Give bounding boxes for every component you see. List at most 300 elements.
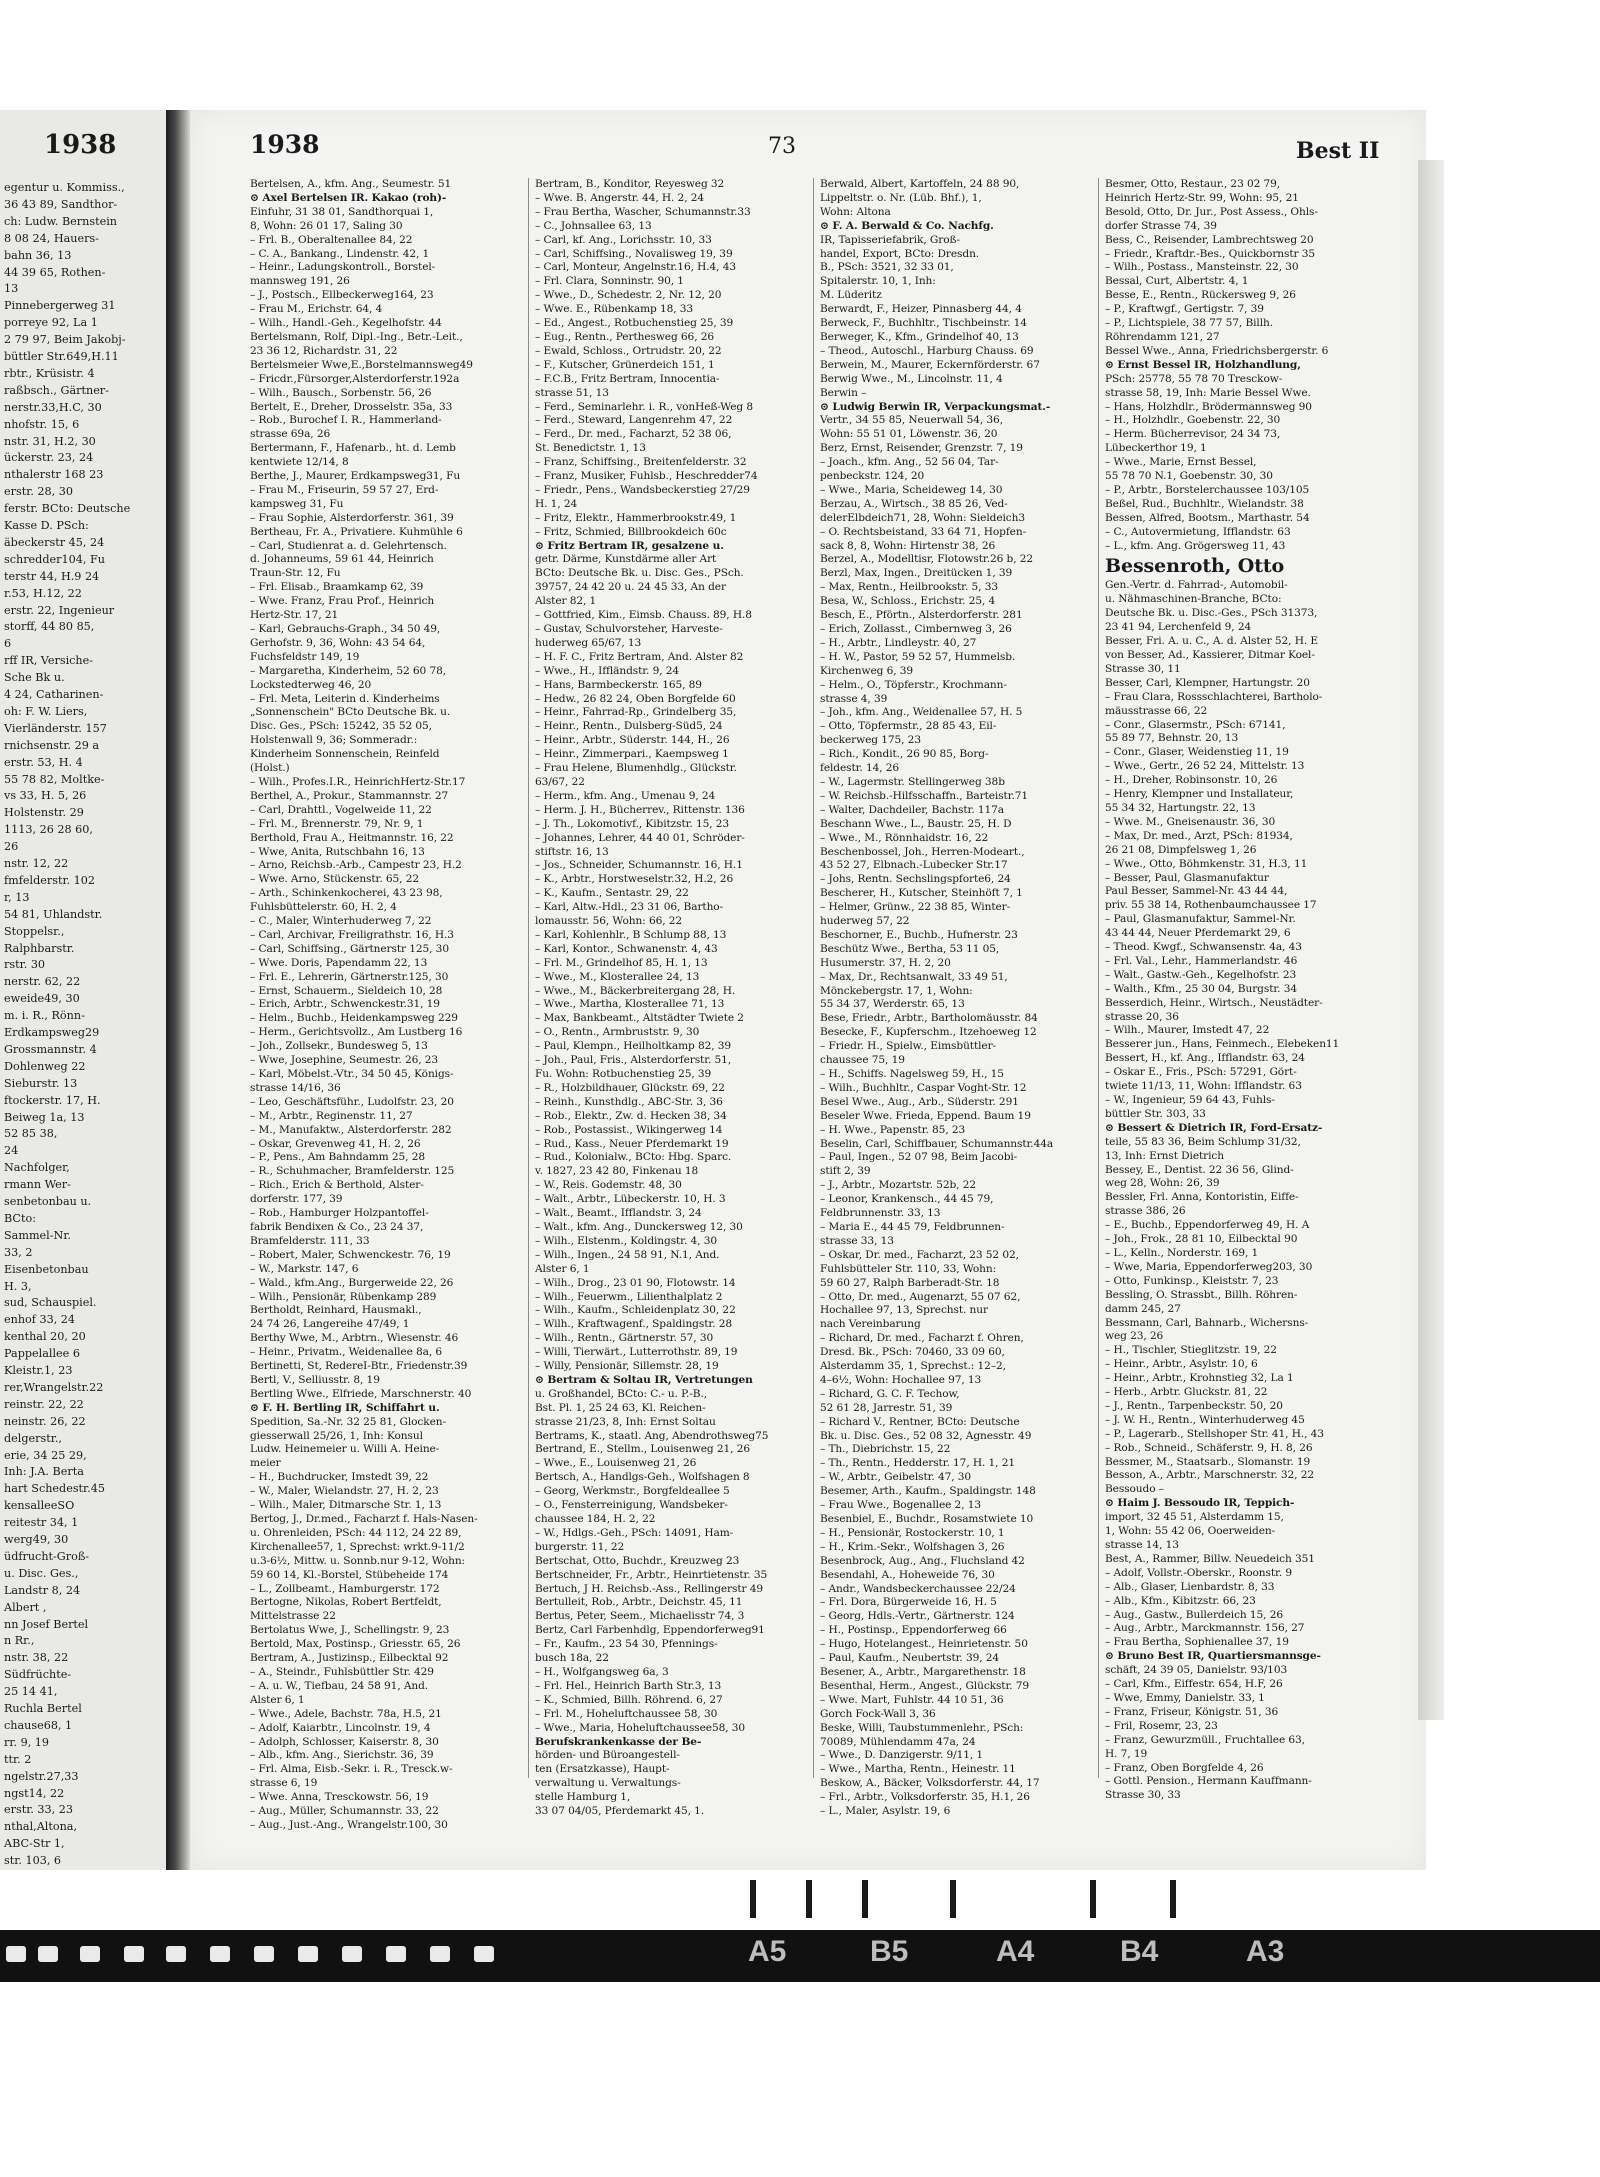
previous-page-line: nthal,Altona,	[4, 1820, 78, 1834]
previous-page-line: reinstr. 22, 22	[4, 1397, 84, 1411]
previous-page-line: nerstr.33,H.C, 30	[4, 400, 102, 414]
directory-entry-line: Besserer jun., Hans, Feinmech., Elebeken11	[1105, 1038, 1340, 1051]
directory-entry-line: Wohn: Altona	[820, 205, 891, 218]
directory-entry-line: Alster 82, 1	[535, 595, 597, 608]
directory-entry-line: Bertelsen, A., kfm. Ang., Seumestr. 51	[250, 178, 452, 190]
directory-entry-line: – K., Arbtr., Horstweselstr.32, H.2, 26	[535, 873, 734, 886]
directory-entry-line: Bese, Friedr., Arbtr., Bartholomäusstr. 84	[820, 1012, 1038, 1025]
previous-page-line: str. 103, 6	[4, 1854, 62, 1868]
directory-entry-line: PSch: 25778, 55 78 70 Tresckow-	[1105, 372, 1283, 385]
directory-entry-line: – Karl, Gebrauchs-Graph., 34 50 49,	[250, 623, 441, 635]
directory-entry-line: – Erich, Zollasst., Cimbernweg 3, 26	[820, 623, 1012, 635]
directory-entry-line: – Richard, G. C. F. Techow,	[820, 1387, 960, 1400]
directory-entry-line: Besenthal, Herm., Angest., Glückstr. 79	[820, 1679, 1030, 1692]
directory-entry-line: Bertold, Max, Postinsp., Griesstr. 65, 26	[250, 1638, 461, 1651]
previous-page-line: Sammel-Nr.	[4, 1228, 71, 1242]
directory-entry-line: strasse 6, 19	[250, 1777, 318, 1790]
directory-entry-line: – Fril, Rosemr, 23, 23	[1105, 1719, 1218, 1732]
directory-entry-line: – Helm., Buchb., Heidenkampsweg 229	[250, 1012, 458, 1025]
directory-entry-line: Berzl, Max, Ingen., Dreitücken 1, 39	[820, 567, 1013, 580]
directory-entry-line: – J., Postsch., Ellbeckerweg164, 23	[250, 289, 434, 302]
directory-entry-line: twiete 11/13, 11, Wohn: Ifflandstr. 63	[1105, 1080, 1302, 1093]
directory-entry-line: – Wwe., Maria, Hoheluftchaussee58, 30	[535, 1721, 746, 1734]
directory-entry-line: Fu. Wohn: Rotbuchenstieg 25, 39	[535, 1068, 712, 1080]
directory-entry-line: – Karl, Altw.-Hdl., 23 31 06, Bartho-	[535, 901, 724, 914]
directory-entry-line: – Carl, Studienrat a. d. Gelehrtensch.	[250, 539, 447, 552]
directory-entry-line: – Wwe., H., Iffländstr. 9, 24	[535, 664, 680, 677]
previous-page-line: Eisenbetonbau	[4, 1262, 89, 1276]
directory-entry-line: Berwald, Albert, Kartoffeln, 24 88 90,	[820, 178, 1020, 190]
directory-entry-line: – Ferd., Steward, Langenrehm 47, 22	[535, 414, 733, 427]
directory-entry-line: Beselin, Carl, Schiffbauer, Schumannstr.44a	[820, 1137, 1054, 1150]
previous-page-line: Südfrüchte-	[4, 1668, 72, 1682]
directory-entry-line: – Rud., Kass., Neuer Pferdemarkt 19	[535, 1137, 729, 1150]
previous-page-line: Kleistr.1, 23	[4, 1364, 73, 1377]
directory-entry-line: Bessert, H., kf. Ang., Ifflandstr. 63, 24	[1105, 1052, 1305, 1065]
directory-entry-line: strasse 58, 19, Inh: Marie Bessel Wwe.	[1105, 386, 1311, 399]
directory-entry-line: – Wilh., Pensionär, Rübenkamp 289	[250, 1290, 437, 1303]
directory-entry-line: – Conr., Glaser, Weidenstieg 11, 19	[1105, 746, 1289, 759]
directory-entry-line: – Wwe. Franz, Frau Prof., Heinrich	[250, 595, 435, 608]
previous-page-line: vs 33, H. 5, 26	[4, 789, 87, 803]
directory-entry-line: Besmer, Otto, Restaur., 23 02 79,	[1105, 178, 1281, 190]
directory-entry-line: – Oskar, Dr. med., Facharzt, 23 52 02,	[820, 1248, 1019, 1261]
previous-page-line: rmann Wer-	[4, 1178, 71, 1192]
directory-entry-line: – A., Steindr., Fuhlsbüttler Str. 429	[250, 1665, 434, 1678]
directory-entry-line: stelle Hamburg 1,	[535, 1791, 631, 1804]
directory-entry-line: – J. W. H., Rentn., Winterhuderweg 45	[1105, 1413, 1305, 1426]
previous-page-line: delgerstr.,	[4, 1431, 62, 1445]
directory-entry-line: weg 23, 26	[1105, 1330, 1164, 1343]
directory-entry-line: Bertinetti, St, RedereI-Btr., Friedenstr.39	[250, 1360, 468, 1373]
directory-entry-line: – C., Autovermietung, Ifflandstr. 63	[1105, 525, 1291, 538]
previous-page-line: nhofstr. 15, 6	[4, 417, 80, 431]
directory-entry-line: – J. Th., Lokomotivf., Kibitzstr. 15, 23	[535, 817, 730, 830]
directory-entry-line: Bertelt, E., Dreher, Drosselstr. 35a, 33	[250, 400, 453, 413]
film-marks	[748, 1933, 1448, 1981]
directory-entry-line: Mittelstrasse 22	[250, 1610, 336, 1623]
directory-entry-line: strasse 386, 26	[1105, 1205, 1186, 1218]
directory-entry-line: Bessal, Curt, Albertstr. 4, 1	[1105, 275, 1249, 288]
directory-entry-line: – Theod. Kwgf., Schwansenstr. 4a, 43	[1105, 941, 1302, 954]
directory-entry-line: Heinrich Hertz-Str. 99, Wohn: 95, 21	[1105, 191, 1299, 204]
directory-entry-line: Gorch Fock-Wall 3, 36	[820, 1707, 936, 1720]
previous-page-line: Grossmannstr. 4	[4, 1042, 97, 1056]
directory-entry-line: – Otto, Töpfermstr., 28 85 43, Eil-	[820, 720, 997, 733]
previous-page-line: schredder104, Fu	[4, 552, 105, 566]
directory-entry-line: Bst. Pl. 1, 25 24 63, Kl. Reichen-	[535, 1401, 706, 1414]
directory-entry-line: – Friedr. H., Spielw., Eimsbüttler-	[820, 1040, 997, 1053]
directory-entry-line: sack 8, 8, Wohn: Hirtenstr 38, 26	[820, 539, 996, 552]
page-edge-shadow	[1418, 160, 1444, 1720]
directory-entry-line: Besa, W., Schloss., Erichstr. 25, 4	[820, 595, 996, 608]
directory-entry-line: – Joh., Zollsekr., Bundesweg 5, 13	[250, 1040, 428, 1053]
directory-entry-line: – L., Zollbeamt., Hamburgerstr. 172	[250, 1582, 440, 1595]
directory-entry-line: meier	[250, 1457, 281, 1470]
directory-entry-line: Alster 6, 1	[535, 1262, 590, 1275]
directory-entry-line: – Th., Rentn., Hedderstr. 17, H. 1, 21	[820, 1457, 1015, 1470]
directory-entry-line: Vertr., 34 55 85, Neuerwall 54, 36,	[820, 414, 1003, 427]
directory-entry-line: – Max, Rentn., Heilbrookstr. 5, 33	[820, 581, 998, 594]
directory-entry-line: Gerhofstr. 9, 36, Wohn: 43 54 64,	[250, 636, 426, 649]
directory-entry-line: Bessoudo –	[1105, 1483, 1164, 1496]
directory-entry-line: – Fricdr.,Fürsorger,Alsterdorferstr.192a	[250, 372, 460, 385]
directory-entry-line: Dresd. Bk., PSch: 70460, 33 09 60,	[820, 1346, 1005, 1359]
directory-entry-line: – W., Lagermstr. Stellingerweg 38b	[820, 775, 1005, 788]
directory-entry-line: Bertholdt, Reinhard, Hausmakl.,	[250, 1304, 422, 1317]
directory-entry-line: strasse 69a, 26	[250, 428, 331, 441]
directory-entry-line: ⊙ Ernst Bessel IR, Holzhandlung,	[1105, 358, 1301, 371]
directory-entry-line: Berthel, A., Prokur., Stammannstr. 27	[250, 789, 449, 802]
previous-page-line: erstr. 28, 30	[4, 485, 74, 499]
previous-page-line: Nachfolger,	[4, 1161, 70, 1175]
directory-entry-line: strasse 21/23, 8, Inh: Ernst Soltau	[535, 1415, 716, 1428]
directory-entry-line: – W., Ingenieur, 59 64 43, Fuhls-	[1105, 1094, 1275, 1106]
directory-entry-line: – Theod., Autoschl., Harburg Chauss. 69	[820, 344, 1034, 357]
film-border-top	[0, 0, 1600, 40]
previous-page-line: nstr. 38, 22	[4, 1651, 69, 1665]
directory-entry-line: – Rich., Kondit., 26 90 85, Borg-	[820, 748, 989, 761]
directory-entry-line: – E., Buchb., Eppendorferweg 49, H. A	[1105, 1219, 1310, 1232]
previous-page-line: nerstr. 62, 22	[4, 975, 81, 989]
directory-entry-line: – C., Johnsallee 63, 13	[535, 219, 652, 232]
previous-page-line: ngst14, 22	[4, 1786, 65, 1800]
running-head: Best II	[1296, 138, 1380, 164]
directory-entry-line: – Frau M., Erichstr. 64, 4	[250, 303, 383, 316]
directory-entry-line: (Holst.)	[250, 762, 290, 775]
directory-entry-line: Bertermann, F., Hafenarb., ht. d. Lemb	[250, 442, 456, 455]
directory-entry-line: – Frl. Val., Lehr., Hammerlandstr. 46	[1105, 954, 1298, 967]
directory-entry-line: Besemer, Arth., Kaufm., Spaldingstr. 148	[820, 1485, 1036, 1498]
directory-entry-line: strasse 20, 36	[1105, 1010, 1179, 1023]
directory-entry-line: – Wwe. Mart, Fuhlstr. 44 10 51, 36	[820, 1693, 1004, 1706]
directory-entry-line: – Arth., Schinkenkocherei, 43 23 98,	[250, 887, 443, 900]
directory-entry-line: Besch, E., Pförtn., Alsterdorferstr. 281	[820, 609, 1023, 622]
previous-page-line: BCto:	[4, 1211, 36, 1225]
film-mark: A3	[1246, 1935, 1285, 1968]
directory-entry-line: Berwein, M., Maurer, Eckernförderstr. 67	[820, 358, 1040, 371]
directory-entry-line: – Carl, Kfm., Eiffestr. 654, H.F, 26	[1105, 1678, 1283, 1691]
directory-entry-line: Bessmann, Carl, Bahnarb., Wichersns-	[1105, 1316, 1309, 1329]
directory-entry-line: – Otto, Funkinsp., Kleiststr. 7, 23	[1105, 1274, 1279, 1287]
directory-entry-line: Bescherer, H., Kutscher, Steinhöft 7, 1	[820, 887, 1023, 900]
directory-entry-line: – Adolph, Schlosser, Kaiserstr. 8, 30	[250, 1735, 439, 1748]
directory-entry-line: – Wilh., Kaufm., Schleidenplatz 30, 22	[535, 1304, 736, 1317]
directory-entry-line: dorfer Strasse 74, 39	[1105, 219, 1217, 232]
directory-entry-line: teile, 55 83 36, Beim Schlump 31/32,	[1105, 1135, 1301, 1148]
previous-page-line: 2 79 97, Beim Jakobj-	[4, 333, 126, 347]
directory-entry-line: delerElbdeich71, 28, Wohn: Sieldeich3	[820, 511, 1025, 524]
directory-entry-line: – Wilh., Postass., Mansteinstr. 22, 30	[1105, 261, 1299, 274]
directory-entry-line: – Joh., Frok., 28 81 10, Eilbecktal 90	[1105, 1233, 1298, 1246]
previous-page-line: Beiweg 1a, 13	[4, 1110, 85, 1124]
directory-entry-line: – Walt., Gastw.-Geh., Kegelhofstr. 23	[1105, 968, 1297, 981]
directory-entry-line: – Wwe., Maria, Scheideweg 14, 30	[820, 483, 1003, 496]
previous-page-line: erstr. 53, H. 4	[4, 755, 83, 769]
directory-entry-line: – Wwe., D. Danzigerstr. 9/11, 1	[820, 1749, 984, 1762]
previous-page-line: raßbsch., Gärtner-	[4, 383, 109, 397]
directory-entry-line: – Maria E., 44 45 79, Feldbrunnen-	[820, 1220, 1005, 1233]
book-gutter	[166, 110, 190, 1870]
directory-entry-line: – C. A., Bankang., Lindenstr. 42, 1	[250, 247, 430, 260]
directory-entry-line: strasse 14, 13	[1105, 1539, 1179, 1551]
directory-entry-line: – K., Schmied, Billh. Röhrend. 6, 27	[535, 1693, 723, 1706]
directory-entry-line: – Frl. M., Brennerstr. 79, Nr. 9, 1	[250, 817, 424, 830]
directory-entry-line: – Wwe., M., Bäckerbreitergang 28, H.	[535, 984, 736, 997]
previous-page-line: äbeckerstr 45, 24	[4, 535, 105, 549]
directory-entry-line: – Carl, Monteur, Angelnstr.16, H.4, 43	[535, 261, 736, 274]
page-year: 1938	[250, 130, 320, 159]
directory-column-1	[250, 178, 512, 1831]
directory-entry-line: Fuhlsbüttelerstr. 60, H. 2, 4	[250, 901, 397, 914]
directory-entry-line: – Wilh., Bausch., Sorbenstr. 56, 26	[250, 386, 432, 399]
directory-entry-line: mannsweg 191, 26	[250, 275, 350, 288]
directory-entry-line: – Walt., Beamt., Ifflandstr. 3, 24	[535, 1207, 702, 1220]
directory-entry-line: busch 18a, 22	[535, 1652, 609, 1665]
directory-entry-line: – Walth., Kfm., 25 30 04, Burgstr. 34	[1105, 982, 1297, 995]
directory-entry-line: Traun-Str. 12, Fu	[250, 567, 341, 580]
previous-page-line: ftockerstr. 17, H.	[4, 1093, 101, 1107]
directory-entry-line: verwaltung u. Verwaltungs-	[535, 1777, 681, 1790]
directory-entry-line: – Wilh., Elstenm., Koldingstr. 4, 30	[535, 1234, 717, 1247]
previous-page-line: chause68, 1	[4, 1718, 73, 1732]
directory-entry-line: 4–6½, Wohn: Hochallee 97, 13	[820, 1373, 982, 1386]
directory-entry-line: – Wwe. Arno, Stückenstr. 65, 22	[250, 873, 419, 886]
directory-entry-line: Beßel, Rud., Buchhltr., Wielandstr. 38	[1105, 497, 1304, 510]
directory-entry-line: Bertsch, A., Handlgs-Geh., Wolfshagen 8	[535, 1471, 750, 1484]
directory-entry-line: – Gottfried, Kim., Eimsb. Chauss. 89, H.8	[535, 609, 752, 622]
directory-entry-line: Bertrams, K., staatl. Ang, Abendrothsweg75	[535, 1429, 769, 1442]
previous-page-line: 13	[4, 282, 19, 296]
directory-entry-line: – Fr., Kaufm., 23 54 30, Pfennings-	[535, 1638, 718, 1651]
directory-entry-line: – Herm. J. H., Bücherrev., Rittenstr. 136	[535, 803, 745, 816]
directory-entry-line: – Wilh., Feuerwm., Lilienthalplatz 2	[535, 1290, 723, 1303]
directory-entry-line: Fuhlsbütteler Str. 110, 33, Wohn:	[820, 1262, 997, 1275]
previous-page-line: u. Disc. Ges.,	[4, 1566, 79, 1580]
previous-page-line: ttr. 2	[4, 1752, 32, 1766]
directory-entry-line: hörden- und Büroangestell-	[535, 1749, 680, 1762]
directory-entry-line: – W., Arbtr., Geibelstr. 47, 30	[820, 1471, 972, 1484]
directory-entry-line: – Frl. Elisab., Braamkamp 62, 39	[250, 581, 424, 594]
directory-entry-line: – Leo, Geschäftsführ., Ludolfstr. 23, 20	[250, 1095, 454, 1108]
directory-entry-line: – Wwe, Maria, Eppendorferweg203, 30	[1105, 1260, 1313, 1273]
directory-entry-line: 39757, 24 42 20 u. 24 45 33, An der	[535, 581, 726, 594]
directory-entry-line: Berzau, A., Wirtsch., 38 85 26, Ved-	[820, 497, 1008, 510]
directory-entry-line: – Max, Dr., Rechtsanwalt, 33 49 51,	[820, 970, 1008, 983]
directory-entry-line: Gen.-Vertr. d. Fahrrad-, Automobil-	[1105, 579, 1288, 592]
directory-entry-line: – Reinh., Kunsthdlg., ABC-Str. 3, 36	[535, 1095, 723, 1108]
directory-entry-line: 26 21 08, Dimpfelsweg 1, 26	[1105, 843, 1257, 856]
previous-page-line: üdfrucht-Groß-	[4, 1549, 90, 1563]
directory-entry-line: – Wilh., Kraftwagenf., Spaldingstr. 28	[535, 1318, 732, 1331]
directory-entry-line: – Gottl. Pension., Hermann Kauffmann-	[1105, 1775, 1312, 1788]
directory-entry-line: – Robert, Maler, Schwenckestr. 76, 19	[250, 1248, 451, 1261]
directory-entry-line: v. 1827, 23 42 80, Finkenau 18	[535, 1165, 699, 1178]
directory-entry-line: – Wwe., Martha, Klosterallee 71, 13	[535, 998, 725, 1011]
directory-entry-line: – H. F. C., Fritz Bertram, And. Alster 82	[535, 650, 744, 663]
directory-entry-line: – Franz, Gewurzmüll., Fruchtallee 63,	[1105, 1733, 1305, 1746]
directory-entry-line: stiftstr. 16, 13	[535, 845, 609, 858]
directory-entry-line: – Adolf, Kaiarbtr., Lincolnstr. 19, 4	[250, 1721, 431, 1734]
directory-entry-line: – Willy, Pensionär, Sillemstr. 28, 19	[535, 1360, 719, 1373]
directory-entry-line: – L., kfm. Ang. Grögersweg 11, 43	[1105, 539, 1286, 552]
directory-entry-line: – P., Kraftwgf., Gertigstr. 7, 39	[1105, 303, 1264, 316]
directory-entry-line: Alster 6, 1	[250, 1693, 305, 1706]
directory-entry-line: – Alb., Glaser, Lienbardstr. 8, 33	[1105, 1580, 1275, 1593]
directory-entry-line: Berwin –	[820, 386, 867, 399]
directory-entry-line: – Frl. M., Hoheluftchaussee 58, 30	[535, 1707, 718, 1720]
directory-entry-line: – Georg, Werkmstr., Borgfeldeallee 5	[535, 1485, 730, 1498]
directory-entry-line: – H., Holzhdlr., Goebenstr. 22, 30	[1105, 414, 1281, 427]
directory-entry-line: d. Johanneums, 59 61 44, Heinrich	[250, 553, 434, 566]
previous-page-line: kensalleeSO	[4, 1499, 75, 1513]
directory-entry-line: – H., Pensionär, Rostockerstr. 10, 1	[820, 1526, 1005, 1539]
previous-page-line: erstr. 33, 23	[4, 1803, 74, 1817]
directory-entry-line: – Frl. Alma, Eisb.-Sekr. i. R., Tresck.w-	[250, 1763, 453, 1776]
directory-entry-line: – Heinr., Arbtr., Süderstr. 144, H., 26	[535, 734, 730, 747]
directory-entry-line: Bk. u. Disc. Ges., 52 08 32, Agnesstr. 49	[820, 1429, 1032, 1442]
directory-entry-line: – Aug., Gastw., Bullerdeich 15, 26	[1105, 1608, 1283, 1621]
directory-entry-line: – M., Manufaktw., Alsterdorferstr. 282	[250, 1123, 452, 1136]
directory-entry-line: – Andr., Wandsbeckerchaussee 22/24	[820, 1582, 1016, 1595]
directory-entry-line: – Karl, Möbelst.-Vtr., 34 50 45, Königs-	[250, 1068, 454, 1080]
directory-entry-line: – Rob., Elektr., Zw. d. Hecken 38, 34	[535, 1109, 727, 1122]
directory-entry-line: – Wilh., Buchhltr., Caspar Voght-Str. 12	[820, 1081, 1027, 1094]
directory-entry-line: Bertram, B., Konditor, Reyesweg 32	[535, 178, 725, 190]
directory-entry-line: Besenbrock, Aug., Ang., Fluchsland 42	[820, 1554, 1025, 1567]
directory-entry-line: Bertschat, Otto, Buchdr., Kreuzweg 23	[535, 1554, 740, 1567]
previous-page-line: oh: F. W. Liers,	[4, 704, 88, 718]
directory-entry-line: – Alb., kfm. Ang., Sierichstr. 36, 39	[250, 1749, 434, 1762]
directory-entry-line: u. Ohrenleiden, PSch: 44 112, 24 22 89,	[250, 1526, 462, 1539]
directory-entry-line: – J., Rentn., Tarpenbeckstr. 50, 20	[1105, 1399, 1283, 1412]
previous-page-line: büttler Str.649,H.11	[4, 350, 119, 363]
film-mark: B4	[1120, 1935, 1159, 1968]
directory-entry-line: – Helmer, Grünw., 22 38 85, Winter-	[820, 901, 1011, 914]
directory-entry-line: – Herb., Arbtr. Gluckstr. 81, 22	[1105, 1386, 1268, 1399]
directory-entry-line: – Wwe., Marie, Ernst Bessel,	[1105, 456, 1257, 469]
directory-entry-line: Röhrendamm 121, 27	[1105, 330, 1220, 343]
directory-entry-line: ⊙ Bruno Best IR, Quartiersmannsge-	[1105, 1650, 1321, 1663]
directory-entry-line: ⊙ Fritz Bertram IR, gesalzene u.	[535, 539, 724, 552]
directory-entry-line: Besendahl, A., Hoheweide 76, 30	[820, 1568, 995, 1581]
directory-entry-line: huderweg 57, 22	[820, 915, 910, 928]
directory-entry-line: – Frl. Meta, Leiterin d. Kinderheims	[250, 692, 440, 705]
directory-entry-line: Mönckebergstr. 17, 1, Wohn:	[820, 984, 973, 997]
directory-entry-line: – H., Schiffs. Nagelsweg 59, H., 15	[820, 1068, 1004, 1080]
directory-entry-line: – Paul, Kaufm., Neubertstr. 39, 24	[820, 1652, 1000, 1665]
previous-page-line: werg49, 30	[4, 1533, 69, 1546]
directory-entry-line: Besecke, F., Kupferschm., Itzehoeweg 12	[820, 1026, 1037, 1039]
directory-entry-line: – Wilh., Maler, Ditmarsche Str. 1, 13	[250, 1499, 442, 1512]
directory-entry-line: – Joh., kfm. Ang., Weidenallee 57, H. 5	[820, 706, 1023, 719]
directory-entry-line: – Carl, Schiffsing., Gärtnerstr 125, 30	[250, 942, 449, 955]
directory-entry-line: – Frau Wwe., Bogenallee 2, 13	[820, 1499, 982, 1512]
directory-entry-line: strasse 33, 13	[820, 1234, 894, 1247]
directory-entry-line: ⊙ F. A. Berwald & Co. Nachfg.	[820, 219, 994, 232]
directory-entry-line: – Franz, Musiker, Fuhlsb., Heschredder74	[535, 470, 758, 483]
directory-entry-line: Feldbrunnenstr. 33, 13	[820, 1207, 941, 1220]
previous-page-line: 4 24, Catharinen-	[4, 688, 104, 701]
directory-entry-line: – J., Arbtr., Mozartstr. 52b, 22	[820, 1179, 976, 1192]
directory-entry-line: 63/67, 22	[535, 775, 585, 788]
directory-entry-line: – Gustav, Schulvorsteher, Harveste-	[535, 623, 723, 635]
directory-entry-line: – Conr., Glasermstr., PSch: 67141,	[1105, 718, 1286, 731]
directory-entry-line: Kinderheim Sonnenschein, Reinfeld	[250, 748, 440, 761]
directory-entry-line: chaussee 184, H. 2, 22	[535, 1513, 656, 1525]
previous-page-edge	[0, 110, 168, 1870]
directory-entry-line: – L., Kelln., Norderstr. 169, 1	[1105, 1246, 1259, 1259]
directory-entry-line: lomausstr. 56, Wohn: 66, 22	[535, 915, 683, 928]
directory-entry-line: Berweck, F., Buchhltr., Tischbeinstr. 14	[820, 317, 1027, 330]
film-mark: A4	[996, 1935, 1035, 1968]
directory-entry-line: – Hedw., 26 82 24, Oben Borgfelde 60	[535, 692, 736, 705]
directory-entry-line: 55 78 70 N.1, Goebenstr. 30, 30	[1105, 470, 1273, 483]
previous-page-line: 44 39 65, Rothen-	[4, 265, 106, 279]
directory-entry-line: 8, Wohn: 26 01 17, Saling 30	[250, 219, 403, 232]
directory-entry-line: Berwig Wwe., M., Lincolnstr. 11, 4	[820, 372, 1003, 385]
directory-entry-line: Bertz, Carl Farbenhdlg, Eppendorferweg91	[535, 1624, 765, 1637]
directory-entry-line: Besenbiel, E., Buchdr., Rosamstwiete 10	[820, 1513, 1034, 1525]
previous-page-line: 55 78 82, Moltke-	[4, 772, 105, 786]
directory-entry-line: – Walter, Dachdeiler, Bachstr. 117a	[820, 803, 1005, 816]
directory-entry-line: 43 44 44, Neuer Pferdemarkt 29, 6	[1105, 927, 1291, 940]
directory-entry-line: Hertz-Str. 17, 21	[250, 609, 339, 622]
directory-entry-line: – Wilh., Handl.-Geh., Kegelhofstr. 44	[250, 317, 442, 330]
directory-entry-line: – H., Arbtr., Lindleystr. 40, 27	[820, 636, 977, 649]
directory-entry-line: – P., Lagerarb., Stellshoper Str. 41, H., 43	[1105, 1427, 1324, 1440]
directory-entry-line: – M., Arbtr., Reginenstr. 11, 27	[250, 1109, 413, 1122]
directory-entry-line: Bertling Wwe., Elfriede, Marschnerstr. 40	[250, 1387, 472, 1400]
directory-entry-line: – H., Krim.-Sekr., Wolfshagen 3, 26	[820, 1540, 1005, 1553]
directory-entry-line: Lockstedterweg 46, 20	[250, 678, 372, 691]
directory-entry-line: Hochallee 97, 13, Sprechst. nur	[820, 1304, 988, 1317]
directory-entry-line: – Ernst, Schauerm., Sieldeich 10, 28	[250, 984, 443, 997]
directory-entry-line: St. Benedictstr. 1, 13	[535, 442, 646, 455]
previous-page-line: bahn 36, 13	[4, 248, 72, 262]
directory-entry-line: beckerweg 175, 23	[820, 734, 921, 747]
directory-entry-line: Bessler, Frl. Anna, Kontoristin, Eiffe-	[1105, 1191, 1299, 1204]
directory-entry-line: 55 34 37, Werderstr. 65, 13	[820, 998, 965, 1011]
directory-entry-line: – Johannes, Lehrer, 44 40 01, Schröder-	[535, 831, 745, 844]
directory-entry-line: Bertheau, Fr. A., Privatiere. Kuhmühle 6	[250, 525, 463, 538]
directory-entry-line: ⊙ F. H. Bertling IR, Schiffahrt u.	[250, 1401, 440, 1414]
directory-entry-line: nach Vereinbarung	[820, 1318, 921, 1331]
directory-entry-line: strasse 51, 13	[535, 386, 609, 399]
film-sprocket-holes	[0, 1940, 520, 1974]
directory-entry-line: – Frau Helene, Blumenhdlg., Glückstr.	[535, 762, 737, 775]
directory-entry-line: – Frau M., Friseurin, 59 57 27, Erd-	[250, 483, 439, 496]
directory-entry-line: M. Lüderitz	[820, 289, 882, 302]
directory-entry-line: – Rob., Schneid., Schäferstr. 9, H. 8, 26	[1105, 1441, 1313, 1454]
previous-page-line: nn Josef Bertel	[4, 1617, 89, 1631]
directory-entry-line: 1, Wohn: 55 42 06, Ooerweiden-	[1105, 1525, 1276, 1538]
previous-page-line: terstr 44, H.9 24	[4, 569, 100, 583]
previous-page-line: egentur u. Kommiss.,	[4, 181, 125, 194]
directory-entry-line: Beskow, A., Bäcker, Volksdorferstr. 44, 17	[820, 1777, 1040, 1790]
directory-entry-line: ⊙ Haim J. Bessoudo IR, Teppich-	[1105, 1497, 1295, 1510]
directory-entry-line: – Wwe., D., Schedestr. 2, Nr. 12, 20	[535, 289, 722, 302]
directory-entry-line: – O., Fensterreinigung, Wandsbeker-	[535, 1499, 728, 1512]
directory-entry-line: – Helm., O., Töpferstr., Krochmann-	[820, 678, 1007, 691]
directory-entry-line: – Fritz, Schmied, Billbrookdeich 60c	[535, 525, 727, 538]
previous-page-line: erstr. 22, Ingenieur	[4, 603, 115, 617]
directory-entry-line: Bessen, Alfred, Bootsm., Marthastr. 54	[1105, 511, 1310, 524]
directory-entry-line: Beschenbossel, Joh., Herren-Modeart.,	[820, 845, 1025, 858]
directory-entry-line: – Frau Clara, Rossschlachterei, Bartholo-	[1105, 690, 1323, 703]
directory-entry-line: Berthe, J., Maurer, Erdkampsweg31, Fu	[250, 470, 461, 483]
directory-entry-line: – W., Reis. Godemstr. 48, 30	[535, 1179, 682, 1192]
